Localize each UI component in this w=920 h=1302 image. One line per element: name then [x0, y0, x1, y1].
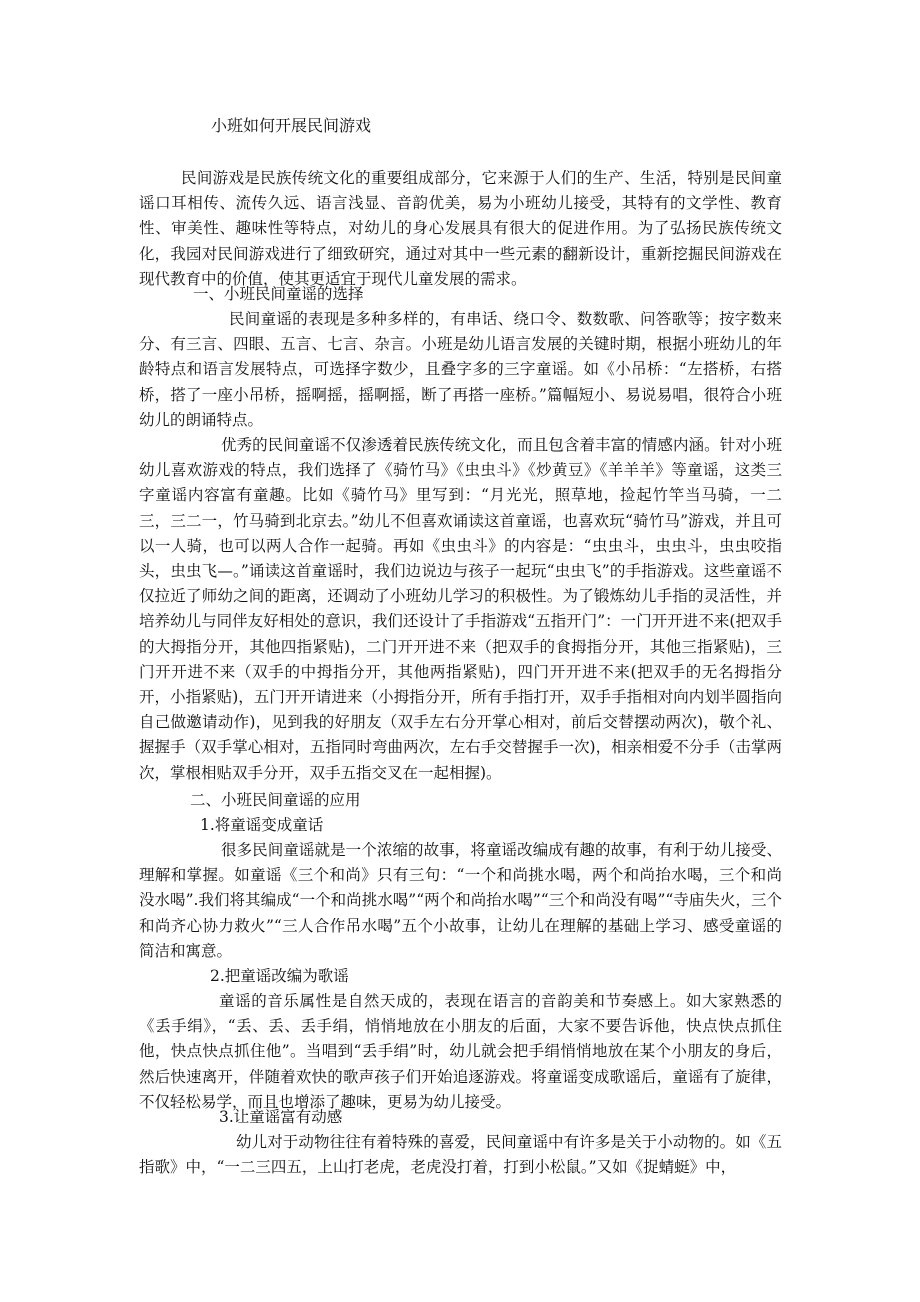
section-1-heading: 一、小班民间童谣的选择	[193, 285, 364, 303]
subsection-2-paragraph: 童谣的音乐属性是自然天成的，表现在语言的音韵美和节奏感上。如大家熟悉的《丢手绢》，“丢、丢、丢手绢，悄悄地放在小朋友的后面，大家不要告诉他，快点快点抓住他，快点快点抓住他”。当唱到“丢手绢”时，幼儿就会把手绢悄悄地放在某个小朋友的身后，然后快速离开，伴随着欢快的歌声孩子们开始追逐游戏。将童谣变成歌谣后，童谣有了旋律，不仅轻松易学，而且也增添了趣味，更易为幼儿接受。	[139, 992, 782, 1111]
subsection-1-paragraph: 很多民间童谣就是一个浓缩的故事，将童谣改编成有趣的故事，有利于幼儿接受、理解和掌握。如童谣《三个和尚》只有三句：“一个和尚挑水喝，两个和尚抬水喝，三个和尚没水喝”.我们将其编成“一个和尚挑水喝”“两个和尚抬水喝”“三个和尚没有喝”“寺庙失火，三个和尚齐心协力救火”“三人合作吊水喝”五个小故事，让幼儿在理解的基础上学习、感受童谣的简洁和寓意。	[139, 841, 782, 960]
section-1-paragraph-1: 民间童谣的表现是多种多样的，有串话、绕口令、数数歌、问答歌等；按字数来分、有三言、四眼、五言、七言、杂言。小班是幼儿语言发展的关键时期，根据小班幼儿的年龄特点和语言发展特点，可选择字数少，且叠字多的三字童谣。如《小吊桥：“左搭桥，右搭桥，搭了一座小吊桥，摇啊摇，摇啊摇，断了再搭一座桥。”篇幅短小、易说易唱，很符合小班幼儿的朗诵特点。	[139, 310, 782, 429]
section-2-heading: 二、小班民间童谣的应用	[190, 791, 361, 809]
subsection-2-heading: 2.把童谣改编为歌谣	[210, 967, 349, 985]
document-title: 小班如何开展民间游戏	[211, 116, 372, 135]
subsection-3-paragraph: 幼儿对于动物往往有着特殊的喜爱，民间童谣中有许多是关于小动物的。如《五指歌》中，“一二三四五，上山打老虎，老虎没打着，打到小松鼠。”又如《捉蜻蜓》中，	[139, 1133, 782, 1177]
section-1-paragraph-2: 优秀的民间童谣不仅渗透着民族传统文化，而且包含着丰富的情感内涵。针对小班幼儿喜欢游戏的特点，我们选择了《骑竹马》《虫虫斗》《炒黄豆》《羊羊羊》等童谣，这类三字童谣内容富有童趣。比如《骑竹马》里写到：“月光光，照草地，捡起竹竿当马骑，一二三，三二一，竹马骑到北京去。”幼儿不但喜欢诵读这首童谣，也喜欢玩“骑竹马”游戏，并且可以一人骑，也可以两人合作一起骑。再如《虫虫斗》的内容是：“虫虫斗，虫虫斗，虫虫咬指头，虫虫飞—。”诵读这首童谣时，我们边说边与孩子一起玩“虫虫飞”的手指游戏。这些童谣不仅拉近了师幼之间的距离，还调动了小班幼儿学习的积极性。为了锻炼幼儿手指的灵活性，并培养幼儿与同伴友好相处的意识，我们还设计了手指游戏“五指开门”：一门开开进不来(把双手的大拇指分开，其他四指紧贴)，二门开开进不来（把双手的食拇指分开，其他三指紧贴)，三门开开进不来（双手的中拇指分开，其他两指紧贴)，四门开开进不来(把双手的无名拇指分开，小指紧贴)，五门开开请进来（小拇指分开，所有手指打开，双手手指相对向内划半圆指向自己做邀请动作)，见到我的好朋友（双手左右分开掌心相对，前后交替摆动两次)，敬个礼、握握手（双手掌心相对，五指同时弯曲两次，左右手交替握手一次)，相亲相爱不分手（击掌两次，掌根相贴双手分开，双手五指交叉在一起相握)。	[139, 436, 782, 782]
intro-paragraph: 民间游戏是民族传统文化的重要组成部分，它来源于人们的生产、生活，特别是民间童谣口耳相传、流传久远、语言浅显、音韵优美，易为小班幼儿接受，其特有的文学性、教育性、审美性、趣味性等特点，对幼儿的身心发展具有很大的促进作用。为了弘扬民族传统文化，我园对民间游戏进行了细致研究，通过对其中一些元素的翻新设计，重新挖掘民间游戏在现代教育中的价值，使其更适宜于现代儿童发展的需求。	[139, 169, 782, 288]
subsection-3-heading: 3.让童谣富有动感	[219, 1108, 343, 1126]
subsection-1-heading: 1.将童谣变成童话	[200, 816, 324, 834]
